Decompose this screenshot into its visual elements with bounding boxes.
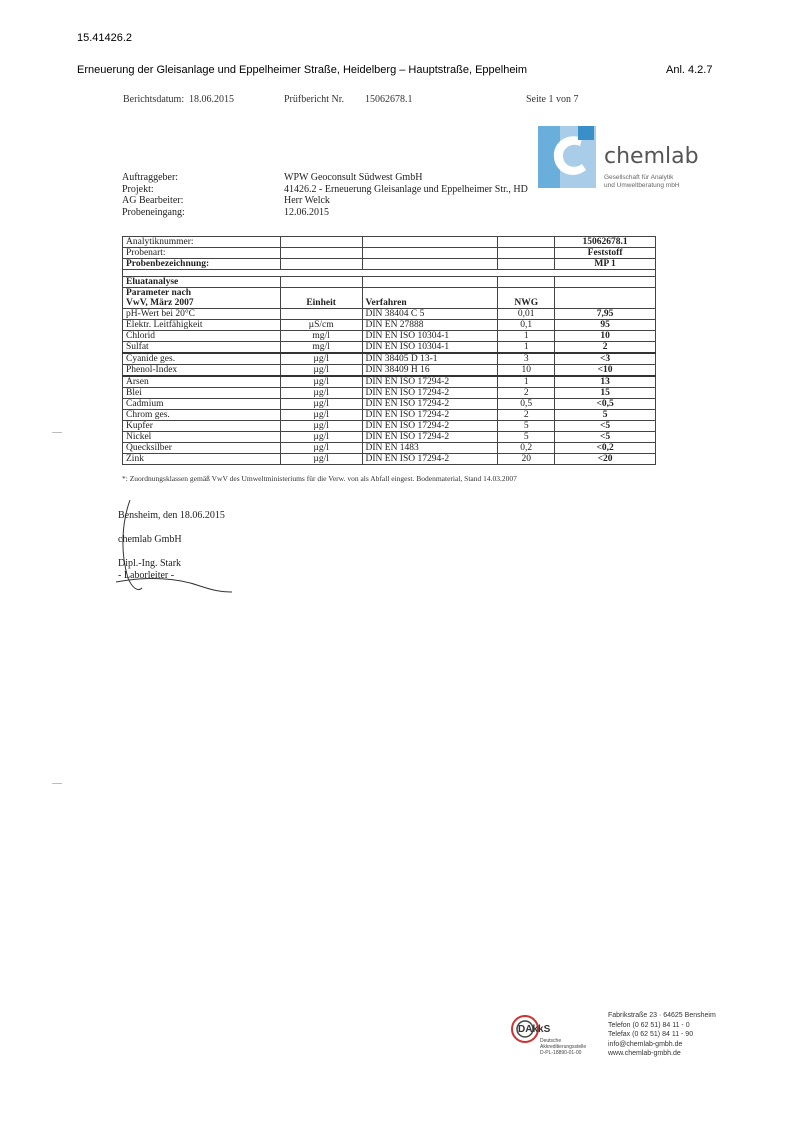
parameter-cell: Chlorid [123,331,281,342]
client-value: Herr Welck [284,195,330,206]
value-cell: <5 [555,421,656,432]
parameter-cell: Cadmium [123,399,281,410]
header-row-value: MP 1 [555,259,656,270]
method-cell: DIN EN ISO 17294-2 [362,432,498,443]
signature-place-date: Bensheim, den 18.06.2015 [118,510,225,521]
unit-cell: µg/l [280,410,362,421]
method-cell: DIN 38405 D 13-1 [362,353,498,365]
signature-name: Dipl.-Ing. Stark [118,558,182,569]
table-row [123,353,656,365]
value-cell: 95 [555,320,656,331]
annex-label: Anl. 4.2.7 [666,64,713,76]
nwg-cell: 0,5 [498,399,555,410]
section-title: Eluatanalyse [123,277,281,288]
unit-cell: µg/l [280,376,362,388]
method-cell: DIN EN ISO 17294-2 [362,421,498,432]
value-cell: 5 [555,410,656,421]
table-row [123,342,656,354]
value-cell: 15 [555,388,656,399]
footer-website-link[interactable]: www.chemlab-gmbh.de [608,1050,681,1057]
table-row [123,237,656,248]
value-cell: <20 [555,454,656,465]
method-cell: DIN EN ISO 10304-1 [362,342,498,354]
dakks-name: DAkkS [518,1024,551,1035]
parameter-cell: Nickel [123,432,281,443]
method-cell: DIN 38409 H 16 [362,365,498,377]
nwg-cell: 1 [498,331,555,342]
unit-cell: µg/l [280,365,362,377]
method-cell: DIN EN 27888 [362,320,498,331]
value-cell: 10 [555,331,656,342]
client-label: Probeneingang: [122,206,185,218]
parameter-cell: Arsen [123,376,281,388]
table-row [123,248,656,259]
table-row [123,331,656,342]
nwg-cell: 2 [498,410,555,421]
header-row-value: 15062678.1 [555,237,656,248]
table-row [123,320,656,331]
method-cell: DIN EN ISO 17294-2 [362,388,498,399]
value-cell: <5 [555,432,656,443]
unit-cell: mg/l [280,342,362,354]
scan-mark [52,432,62,433]
method-cell: DIN EN ISO 17294-2 [362,454,498,465]
method-cell: DIN EN 1483 [362,443,498,454]
value-cell: <10 [555,365,656,377]
report-date-value: 18.06.2015 [189,94,234,105]
parameter-cell: Phenol-Index [123,365,281,377]
table-row [123,443,656,454]
table-row [123,454,656,465]
parameter-cell: Cyanide ges. [123,353,281,365]
scan-mark [52,783,62,784]
unit-cell: µg/l [280,454,362,465]
signature-scribble-icon [108,492,248,602]
parameter-cell: pH-Wert bei 20°C [123,309,281,320]
table-row [123,399,656,410]
value-cell: 7,95 [555,309,656,320]
unit-cell: µg/l [280,399,362,410]
chemlab-logo-icon [538,124,598,190]
nwg-cell: 5 [498,432,555,443]
nwg-cell: 1 [498,342,555,354]
unit-cell: µS/cm [280,320,362,331]
signature-company: chemlab GmbH [118,534,182,545]
unit-cell [280,309,362,320]
dakks-badge [510,1010,600,1058]
header-row-value: Feststoff [555,248,656,259]
report-number-value: 15062678.1 [365,94,413,105]
report-date-label: Berichtsdatum: [123,94,185,105]
client-label: AG Bearbeiter: [122,195,184,206]
unit-cell: µg/l [280,421,362,432]
value-cell: <0,2 [555,443,656,454]
nwg-cell: 5 [498,421,555,432]
table-footnote: *: Zuordnungsklassen gemäß VwV des Umweltministeriums für die Verw. von als Abfall eingest. Bodenmaterial, Stand 14.03.2007 [122,474,517,483]
column-header-nwg: NWG [498,288,555,309]
column-header-method: Verfahren [362,288,498,309]
chemlab-logo [538,124,698,190]
table-row [123,259,656,270]
nwg-cell: 0,1 [498,320,555,331]
value-cell: <0,5 [555,399,656,410]
table-row [123,388,656,399]
method-cell: DIN 38404 C 5 [362,309,498,320]
table-spacer-row [123,270,656,277]
table-row [123,376,656,388]
header-row-label: Probenart: [123,248,281,259]
header-row-label: Analytiknummer: [123,237,281,248]
unit-cell: mg/l [280,331,362,342]
unit-cell: µg/l [280,388,362,399]
client-value: WPW Geoconsult Südwest GmbH [284,172,423,183]
client-labels [122,172,185,218]
unit-cell: µg/l [280,443,362,454]
value-cell: <3 [555,353,656,365]
nwg-cell: 2 [498,388,555,399]
page-indicator: Seite 1 von 7 [526,94,579,105]
method-cell: DIN EN ISO 17294-2 [362,410,498,421]
nwg-cell: 0,01 [498,309,555,320]
parameter-cell: Quecksilber [123,443,281,454]
method-cell: DIN EN ISO 17294-2 [362,399,498,410]
nwg-cell: 3 [498,353,555,365]
table-row [123,309,656,320]
table-row [123,432,656,443]
parameter-cell: Elektr. Leitfähigkeit [123,320,281,331]
table-row [123,277,656,288]
column-header-unit: Einheit [280,288,362,309]
client-value: 12.06.2015 [284,206,329,218]
method-cell: DIN EN ISO 17294-2 [362,376,498,388]
header-row-label: Probenbezeichnung: [123,259,281,270]
results-body [123,309,656,465]
doc-number: 15.41426.2 [77,32,133,44]
value-cell: 2 [555,342,656,354]
method-cell: DIN EN ISO 10304-1 [362,331,498,342]
dakks-sub: Deutsche Akkreditierungsstelle D-PL-18890-01-00 [540,1038,587,1056]
table-row [123,410,656,421]
doc-title: Erneuerung der Gleisanlage und Eppelheimer Straße, Heidelberg – Hauptstraße, Eppelheim [77,64,528,76]
column-header-row [123,288,656,309]
client-values [284,172,528,218]
chemlab-logo-tagline-1: Gesellschaft für Analytik [604,174,674,181]
chemlab-logo-name: chemlab [604,144,699,169]
column-header-parameter: Parameter nach VwV, März 2007 [123,288,281,309]
value-cell: 13 [555,376,656,388]
unit-cell: µg/l [280,353,362,365]
signature-role: - Laborleiter - [118,570,175,581]
nwg-cell: 1 [498,376,555,388]
parameter-cell: Blei [123,388,281,399]
nwg-cell: 20 [498,454,555,465]
nwg-cell: 10 [498,365,555,377]
table-row [123,365,656,377]
parameter-cell: Zink [123,454,281,465]
nwg-cell: 0,2 [498,443,555,454]
footer-email-link[interactable]: info@chemlab-gmbh.de [608,1040,683,1048]
parameter-cell: Kupfer [123,421,281,432]
results-table [122,236,656,465]
parameter-cell: Chrom ges. [123,410,281,421]
parameter-cell: Sulfat [123,342,281,354]
table-row [123,421,656,432]
chemlab-logo-tagline-2: und Umweltberatung mbH [604,182,680,189]
client-value: 41426.2 - Erneuerung Gleisanlage und Eppelheimer Str., HD [284,183,528,195]
client-label: Projekt: [122,183,154,195]
report-number-label: Prüfbericht Nr. [284,94,344,105]
unit-cell: µg/l [280,432,362,443]
client-label: Auftraggeber: [122,172,179,183]
footer-address: Fabrikstraße 23 · 64625 Bensheim Telefon (0 62 51) 84 11 - 0 Telefax (0 62 51) 84 11 - 90 info@chemlab-gmbh.de www.chemlab-gmbh.de [608,1012,716,1057]
